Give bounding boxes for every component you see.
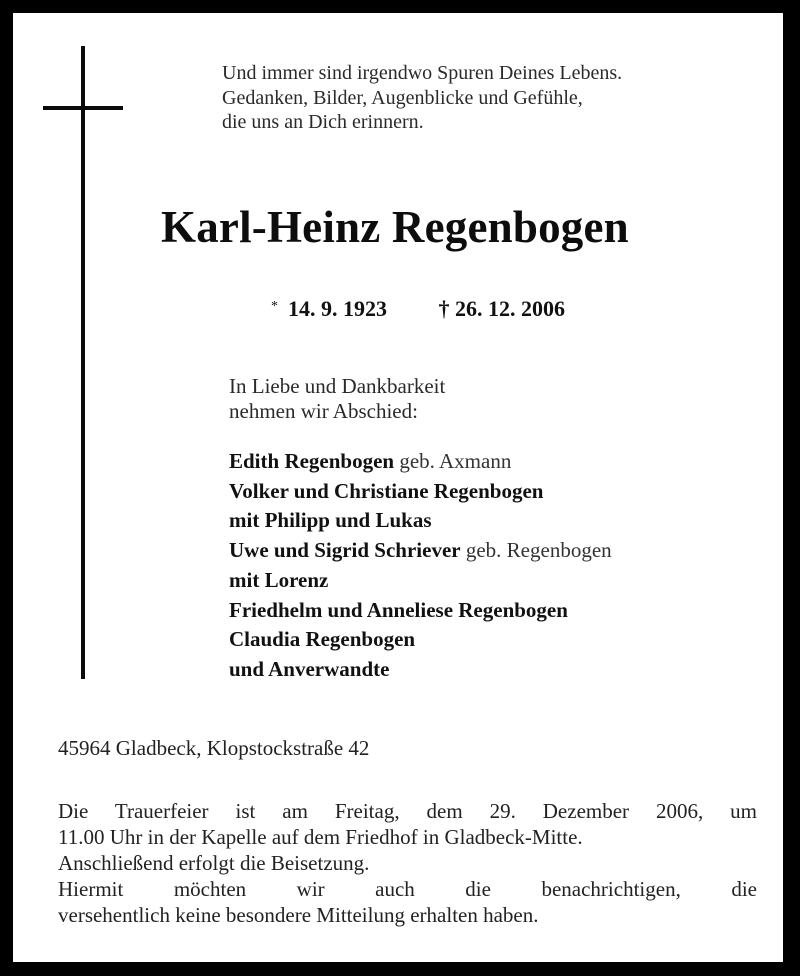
- mourner-line: [229, 447, 612, 477]
- mourner-line: [229, 596, 612, 626]
- memorial-verse: [222, 61, 622, 135]
- cross-icon-bar: [43, 106, 123, 110]
- service-line: Hiermit möchten wir auch die benachrichtigen, die: [58, 877, 757, 901]
- obituary-card: [13, 13, 783, 962]
- family-address: 45964 Gladbeck, Klopstockstraße 42: [58, 736, 370, 760]
- mourner-note: geb. Regenbogen: [460, 538, 612, 563]
- service-line: 11.00 Uhr in der Kapelle auf dem Friedhof in Gladbeck-Mitte.: [58, 825, 583, 849]
- mourner-name: mit Lorenz: [229, 567, 329, 592]
- farewell-intro: [229, 374, 445, 424]
- mourner-name: Claudia Regenbogen: [229, 627, 416, 652]
- intro-line: In Liebe und Dankbarkeit: [229, 374, 446, 398]
- mourner-line: [229, 625, 612, 655]
- verse-line: Und immer sind irgendwo Spuren Deines Lebens.: [222, 62, 623, 84]
- birth-date: 14. 9. 1923: [288, 296, 387, 321]
- mourner-name: Uwe und Sigrid Schriever: [229, 538, 461, 563]
- mourner-line: [229, 506, 612, 536]
- verse-line: Gedanken, Bilder, Augenblicke und Gefühle,: [222, 86, 583, 109]
- mourner-line: [229, 566, 612, 596]
- service-line: versehentlich keine besondere Mitteilung erhalten haben.: [58, 903, 539, 927]
- mourner-name: mit Philipp und Lukas: [229, 508, 432, 533]
- death-dagger-icon: †: [438, 296, 450, 321]
- mourner-name: Edith Regenbogen: [229, 449, 395, 473]
- mourner-line: [229, 477, 612, 507]
- service-line: Die Trauerfeier ist am Freitag, dem 29. Dezember 2006, um: [58, 799, 757, 823]
- mourner-line: [229, 536, 612, 566]
- mourner-line: [229, 655, 612, 685]
- mourner-note: geb. Axmann: [394, 449, 512, 473]
- service-line: Anschließend erfolgt die Beisetzung.: [58, 851, 370, 875]
- life-dates: [271, 296, 565, 322]
- mourner-name: Volker und Christiane Regenbogen: [229, 478, 544, 503]
- verse-line: die uns an Dich erinnern.: [222, 111, 424, 133]
- intro-line: nehmen wir Abschied:: [229, 399, 418, 423]
- mourners-list: [229, 447, 612, 685]
- deceased-name: Karl-Heinz Regenbogen: [161, 202, 629, 252]
- death-date: 26. 12. 2006: [455, 296, 565, 321]
- birth-star-icon: *: [271, 299, 278, 314]
- cross-icon: [81, 46, 85, 679]
- mourner-name: und Anverwandte: [229, 656, 390, 681]
- funeral-service-info: [58, 798, 757, 928]
- mourner-name: Friedhelm und Anneliese Regenbogen: [229, 597, 568, 622]
